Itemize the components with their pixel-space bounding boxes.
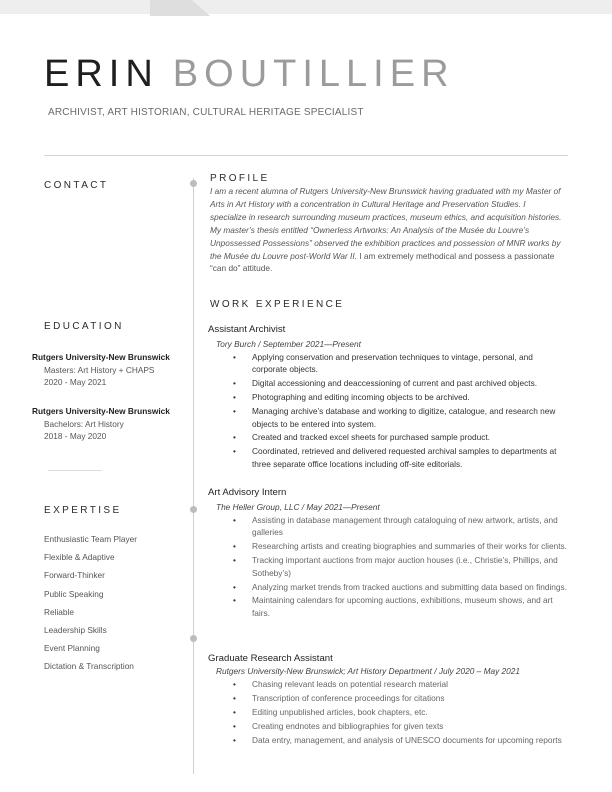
education-entry <box>32 405 182 443</box>
expertise-item: Dictation & Transcription <box>44 661 134 672</box>
resume-name <box>44 52 455 96</box>
education-dates: 2018 - May 2020 <box>44 431 107 441</box>
header-divider <box>44 155 568 156</box>
education-degree: Masters: Art History + CHAPS <box>44 364 155 375</box>
job-duty: • Creating endnotes and bibliographies for given texts <box>250 720 568 732</box>
expertise-item: Leadership Skills <box>44 624 107 635</box>
expertise-list <box>44 532 137 678</box>
job-duty: • Chasing relevant leads on potential research material <box>250 678 568 690</box>
education-dates: 2020 - May 2021 <box>44 377 107 387</box>
job-duty: • Researching artists and creating biographies and summaries of their works for clients. <box>250 540 568 552</box>
job-duty: • Assisting in database management through cataloguing of new artwork, artists, and galleries <box>250 514 568 539</box>
education-heading: EDUCATION <box>44 321 124 332</box>
expertise-item: Reliable <box>44 606 74 617</box>
education-entry <box>32 351 182 389</box>
work-experience-heading: WORK EXPERIENCE <box>210 299 345 310</box>
job-duty: • Coordinated, retrieved and delivered requested archival samples to departments at three separate office locations including off-site editorials. <box>250 445 568 470</box>
job-title: Assistant Archivist <box>208 324 286 335</box>
job-duty: • Managing archive’s database and working to digitize, catalogue, and research new objects to be entered into system. <box>250 405 568 430</box>
contact-heading: CONTACT <box>44 180 109 191</box>
profile-plain-text: I am extremely methodical and possess a passionate “can do” attitude. <box>210 250 555 274</box>
decorative-top-band <box>0 0 612 14</box>
job-title: Graduate Research Assistant <box>208 653 333 664</box>
job-duty: • Transcription of conference proceedings for citations <box>250 692 568 704</box>
job-duties <box>208 514 568 619</box>
resume-tagline: ARCHIVIST, ART HISTORIAN, CULTURAL HERITAGE SPECIALIST <box>48 107 364 118</box>
first-name: ERIN <box>44 53 159 95</box>
job-meta: The Heller Group, LLC / May 2021—Present <box>216 502 380 512</box>
profile-heading: PROFILE <box>210 173 270 184</box>
job-title: Art Advisory Intern <box>208 487 287 498</box>
job-duty: • Analyzing market trends from tracked auctions and submitting data based on findings. <box>250 581 568 593</box>
expertise-heading: EXPERTISE <box>44 505 122 516</box>
job-meta: Rutgers University-New Brunswick; Art History Department / July 2020 – May 2021 <box>216 666 521 676</box>
education-school: Rutgers University-New Brunswick <box>32 406 170 416</box>
expertise-item: Enthusiastic Team Player <box>44 534 137 544</box>
job-duty: • Digital accessioning and deaccessioning of current and past archived objects. <box>250 377 568 389</box>
education-school: Rutgers University-New Brunswick <box>32 352 170 362</box>
job-entry-graduate-research-assistant <box>208 653 568 748</box>
expertise-item: Forward-Thinker <box>44 570 105 581</box>
expertise-item: Event Planning <box>44 643 100 654</box>
job-duty: • Created and tracked excel sheets for purchased sample product. <box>250 431 568 443</box>
job-duty: • Maintaining calendars for upcoming auctions, exhibitions, museum shows, and art fairs. <box>250 594 568 619</box>
job-duties <box>208 678 568 746</box>
job-duties <box>208 351 568 470</box>
job-entry-art-advisory-intern <box>208 487 568 621</box>
job-duty: • Applying conservation and preservation techniques to vintage, personal, and corporate objects. <box>250 351 568 376</box>
job-meta: Tory Burch / September 2021—Present <box>216 339 361 349</box>
job-entry-assistant-archivist <box>208 324 568 472</box>
job-duty: • Editing unpublished articles, book chapters, etc. <box>250 706 568 718</box>
expertise-item: Flexible & Adaptive <box>44 552 115 563</box>
job-duty: • Tracking important auctions from major auction houses (i.e., Christie’s, Phillips, and Sotheby’s) <box>250 554 568 579</box>
profile-summary <box>210 185 564 275</box>
profile-italic-text: I am a recent alumna of Rutgers University-New Brunswick having graduated with my Master of Arts in Art History with a concentration in Cultural Heritage and Preservation Studies. I specialize in research surrounding museum practices, museum ethics, and acquisition histories. My master’s thesis entitled “Ownerless Artworks: An Analysis of the Musée du Louvre’s Unpossessed Possessions” observed the exhibition practices and possession of MNR works by the Musée du Louvre post-World War II. <box>210 186 562 261</box>
timeline-line <box>193 178 194 774</box>
education-degree: Bachelors: Art History <box>44 418 124 429</box>
expertise-item: Public Speaking <box>44 588 104 599</box>
job-duty: • Data entry, management, and analysis of UNESCO documents for upcoming reports <box>250 734 568 746</box>
timeline-dot <box>190 180 197 187</box>
last-name: BOUTILLIER <box>172 53 455 95</box>
education-divider <box>48 470 102 471</box>
job-duty: • Photographing and editing incoming objects to be archived. <box>250 391 568 403</box>
timeline-dot <box>190 506 197 513</box>
timeline-dot <box>190 635 197 642</box>
